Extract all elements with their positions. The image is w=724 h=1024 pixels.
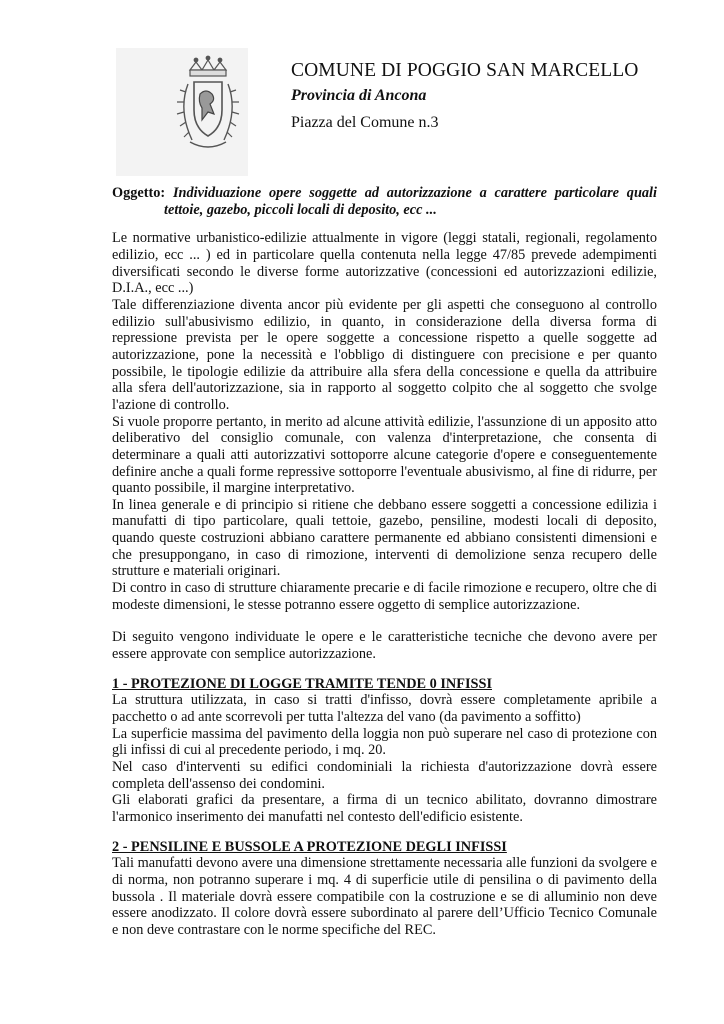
- paragraph: In linea generale e di principio si ritiene che debbano essere soggetti a concessione edilizia i manufatti di tipo particolare, quali tettoie, gazebo, pensiline, modesti locali di deposito, quando queste costruzioni abbiano carattere permanente ed abbiano consistenti dimensioni e che presuppongano, in caso di rimozione, interventi di demolizione senza recupero delle strutture e materiali originari.: [112, 496, 657, 580]
- section-2-title: 2 - PENSILINE E BUSSOLE A PROTEZIONE DEGLI INFISSI: [112, 838, 507, 855]
- subject-line: [112, 185, 657, 218]
- paragraph: Di contro in caso di strutture chiaramente precarie e di facile rimozione e recupero, oltre che di modeste dimensioni, le stesse potranno essere oggetto di semplice autorizzazione.: [112, 580, 657, 613]
- section-1-paragraph: La superficie massima del pavimento della loggia non può superare nel caso di protezione con gli infissi di cui al precedente periodo, i mq. 20.: [112, 725, 657, 759]
- province-name: Provincia di Ancona: [291, 87, 427, 104]
- municipality-name: COMUNE DI POGGIO SAN MARCELLO: [291, 60, 639, 81]
- subject-label: Oggetto:: [112, 185, 166, 201]
- section-1-title: 1 - PROTEZIONE DI LOGGE TRAMITE TENDE 0 INFISSI: [112, 675, 493, 692]
- section-1-paragraph: Nel caso d'interventi su edifici condominiali la richiesta d'autorizzazione dovrà essere completa dell'assenso dei condomini.: [112, 759, 657, 792]
- coat-of-arms-icon: [116, 48, 248, 176]
- paragraph: Tale differenziazione diventa ancor più evidente per gli aspetti che conseguono al controllo edilizio sull'abusivismo edilizio, in quanto, in considerazione della diversa forma di repressione prevista per le opere soggette a concessione rispetto a quelle soggette ad autorizzazione, pone la necessità e l'obbligo di distinguere con precisione e per quanto possibile, le tipologie edilizie da attribuire alla sfera della concessione e quella da attribuire alla sfera dell'autorizzazione, sia in rapporto al soggetto colpito che al soggetto che svolge l'azione di controllo.: [112, 296, 657, 413]
- address: Piazza del Comune n.3: [291, 114, 439, 131]
- section-1-paragraph: Gli elaborati grafici da presentare, a firma di un tecnico abilitato, dovranno dimostrare l'armonico inserimento dei manufatti nel contesto dell'edificio esistente.: [112, 792, 657, 825]
- subject-text: Individuazione opere soggette ad autorizzazione a carattere particolare quali tettoie, gazebo, piccoli locali di deposito, ecc ...: [164, 185, 657, 218]
- municipality-header: [291, 58, 638, 134]
- intro-paragraph: Di seguito vengono individuate le opere e le caratteristiche tecniche che devono avere per essere approvate con semplice autorizzazione.: [112, 629, 657, 663]
- paragraph: Le normative urbanistico-edilizie attualmente in vigore (leggi statali, regionali, regolamento edilizio, ecc ... ) ed in particolare quella contenuta nella legge 47/85 prevede adempimenti diversificati secondo le diverse forme autorizzative (concessioni ed autorizzazioni edilizie, D.I.A., ecc ...): [112, 230, 657, 297]
- paragraph: Si vuole proporre pertanto, in merito ad alcune attività edilizie, l'assunzione di un apposito atto deliberativo del consiglio comunale, con valenza d'interpretazione, che consenta di determinare a quali atti autorizzativi sottoporre alcune categorie d'opere e conseguentemente definire anche a quali forme repressive sottoporre l'eventuale abusivismo, al fine di ridurre, per quanto possibile, il margine interpretativo.: [112, 413, 657, 497]
- coat-of-arms-logo: [116, 48, 248, 176]
- document-body: [112, 185, 657, 939]
- section-1-paragraph: La struttura utilizzata, in caso si tratti d'infisso, dovrà essere completamente apribile a pacchetto o ad ante scorrevoli per tutta l'altezza del vano (da pavimento a soffitto): [112, 692, 657, 726]
- section-2-paragraph: Tali manufatti devono avere una dimensione strettamente necessaria alle funzioni da svolgere e di norma, non potranno superare i mq. 4 di superficie utile di pensilina o di pavimento della bussola . Il materiale dovrà essere compatibile con la costruzione e se di alluminio non deve essere anodizzato. Il colore dovrà essere subordinato al parere dell’Ufficio Tecnico Comunale e non deve contrastare con le norme specifiche del REC.: [112, 855, 657, 938]
